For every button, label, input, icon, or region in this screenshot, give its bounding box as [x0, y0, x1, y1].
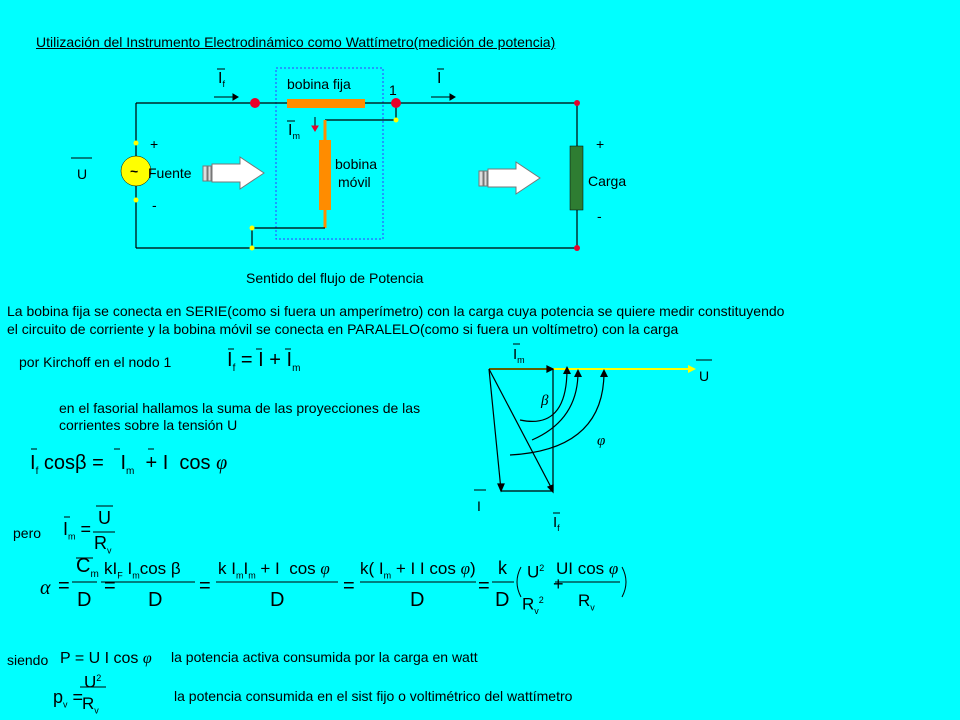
source-label: Fuente [148, 165, 192, 181]
u2-num: $U^2$ [527, 562, 545, 582]
k-num: k [498, 558, 507, 578]
moving-coil-label-1: bobina [335, 156, 378, 172]
current-im-label: $I_m$ [288, 122, 300, 142]
kirchhoff-equation: $I_f = I + I_m$ [227, 349, 301, 374]
projection-line-2: corrientes sobre la tensión U [59, 417, 238, 433]
d-den-2: D [148, 589, 163, 611]
equals-2: = [104, 575, 116, 597]
fixed-coil [287, 99, 365, 108]
alpha-symbol: α [40, 577, 51, 599]
active-power-text: la potencia activa consumida por la carga en watt [171, 649, 478, 665]
frac3-num: k $I_mI_m + I$ cos φ [218, 559, 330, 581]
frac2-num: $kI_F$ $I_m\cos$ β [104, 559, 181, 581]
cm-num: $C_m$ [76, 555, 99, 580]
rv-den: $R_v$ [578, 591, 595, 613]
phasor-diagram [474, 344, 712, 513]
phasor-beta-label: β [541, 393, 549, 409]
source-minus: - [152, 197, 157, 213]
flow-arrow-right [479, 162, 540, 194]
plus-sign: + [553, 574, 564, 594]
paragraph-line-2: el circuito de corriente y la bobina móvil se conecta en PARALELO(como si fuera un voltímetro) con la carga [7, 321, 679, 337]
projection-equation: $I_f$ $\cos\beta = I_m + I$ cos φ [30, 452, 228, 477]
pv-den: $R_v$ [82, 694, 99, 716]
pv-num: $U^2$ [84, 672, 102, 692]
siendo-label: siendo [7, 652, 49, 668]
siendo-equation: P = U I cos φ [60, 650, 152, 667]
d-den-1: D [77, 589, 92, 611]
phasor-phi-label: φ [597, 433, 606, 449]
load-minus: - [597, 208, 602, 224]
equals-4: = [343, 575, 355, 597]
im-eq-num: U [98, 508, 111, 528]
page-title: Utilización del Instrumento Electrodinámico como Wattímetro(medición de potencia) [36, 34, 556, 50]
phasor-if-label: $I_f$ [553, 514, 560, 533]
uicos-num: UI cos φ [556, 559, 619, 578]
im-eq-den: $R_v$ [94, 533, 112, 556]
flow-arrow-left [203, 157, 264, 189]
load [570, 146, 583, 210]
node-1-label: 1 [389, 82, 397, 98]
phasor-im-label: $I_m$ [513, 346, 525, 365]
coil-power-text: la potencia consumida en el sist fijo o voltimétrico del wattímetro [174, 688, 573, 704]
frac4-num: k( $I_m + I$ I cos φ) [360, 559, 476, 581]
voltage-label: U [77, 166, 88, 182]
moving-coil-label-2: móvil [338, 174, 371, 190]
phasor-i-label: I [477, 498, 481, 514]
pero-label: pero [13, 525, 42, 541]
node-left [250, 98, 260, 108]
kirchhoff-label: por Kirchoff en el nodo 1 [19, 354, 172, 370]
moving-coil [319, 140, 331, 210]
source-plus: + [150, 136, 159, 152]
alpha-equals: = [58, 575, 70, 597]
load-plus: + [596, 136, 605, 152]
im-eq-lhs: $I_m$ = [63, 519, 92, 542]
fixed-coil-label: bobina fija [287, 76, 351, 92]
equals-5: = [478, 575, 490, 597]
projection-line-1: en el fasorial hallamos la suma de las proyecciones de las [59, 400, 421, 416]
rv2-den: $R_v^2$ [522, 594, 544, 617]
pv-lhs: $p_v$ = [53, 687, 84, 710]
source-tilde: ~ [130, 163, 139, 179]
phasor-u-label: U [699, 368, 710, 384]
d-den-5: D [495, 589, 510, 611]
d-den-4: D [410, 589, 425, 611]
current-i-label: I [437, 70, 442, 87]
node-1 [391, 98, 401, 108]
flow-caption: Sentido del flujo de Potencia [246, 270, 424, 286]
paragraph-line-1: La bobina fija se conecta en SERIE(como si fuera un amperímetro) con la carga cuya potencia se quiere medir constituyendo [7, 303, 785, 319]
current-if-label: $I_f$ [218, 70, 225, 90]
load-label: Carga [588, 173, 627, 189]
equals-3: = [199, 575, 211, 597]
d-den-3: D [270, 589, 285, 611]
